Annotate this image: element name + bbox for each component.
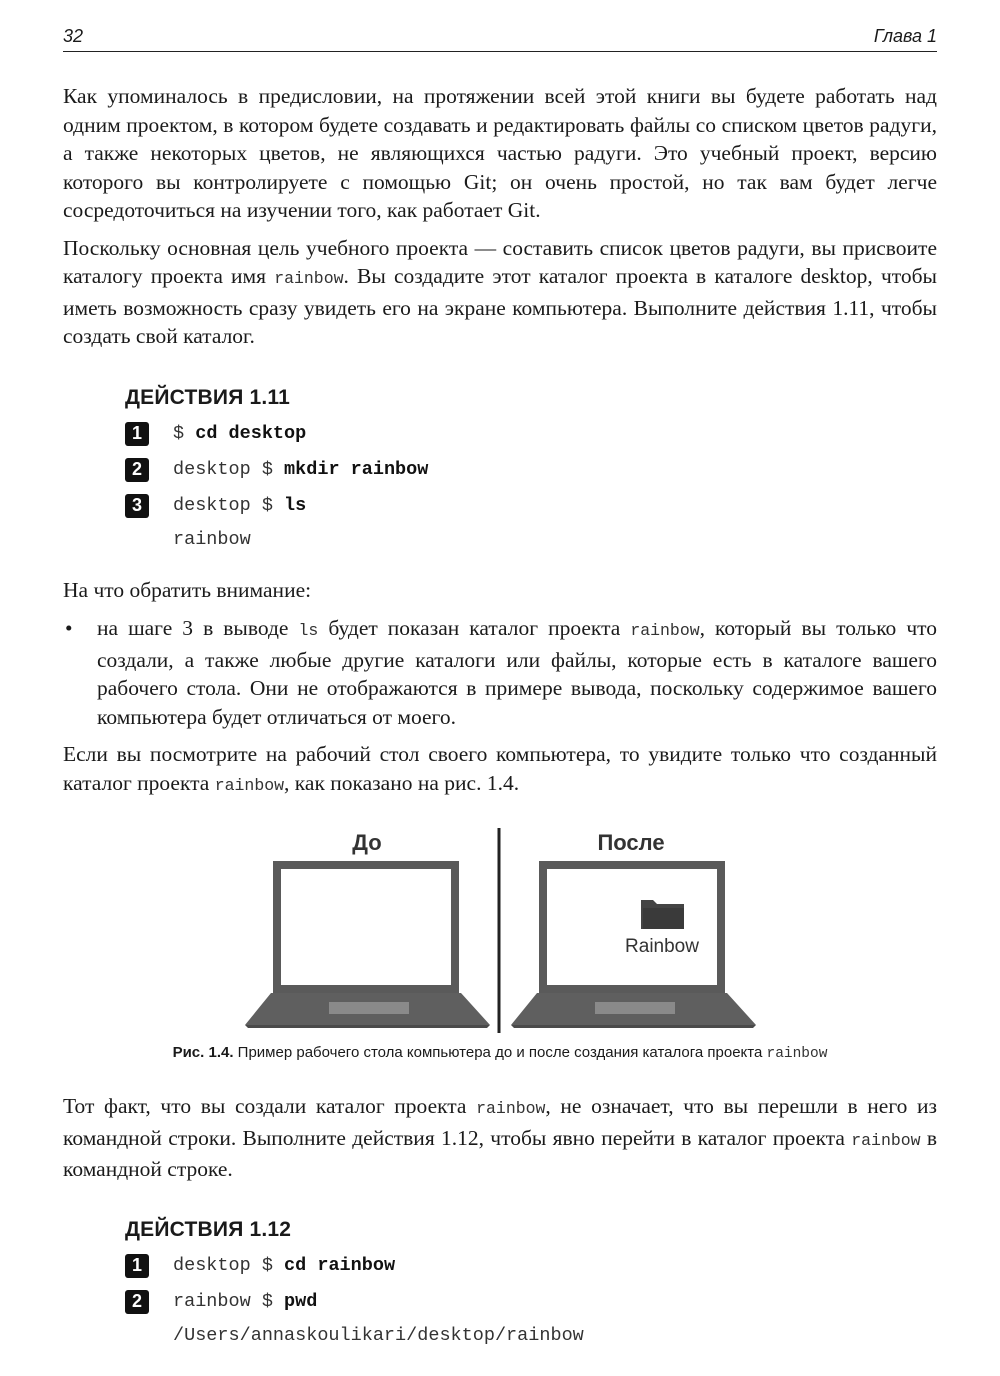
command-output: /Users/annaskoulikari/desktop/rainbow <box>173 1325 584 1346</box>
command: ls <box>284 495 307 516</box>
inline-code: rainbow <box>214 775 285 795</box>
action-step <box>125 416 937 452</box>
caption-label: Рис. 1.4. <box>172 1044 234 1061</box>
step-number-badge: 1 <box>125 422 149 446</box>
figure-caption: Рис. 1.4. Пример рабочего стола компьютера до и после создания каталога проекта rainbow <box>172 1044 828 1062</box>
step-number-badge: 2 <box>125 458 149 482</box>
book-page <box>63 26 937 1352</box>
step-number-badge: 3 <box>125 494 149 518</box>
command-line: desktop $ ls <box>173 495 307 516</box>
inline-code: rainbow <box>274 269 344 288</box>
paragraph-project-name: Поскольку основная цель учебного проекта — составить список цветов радуги, вы присвоите каталогу проекта имя rainbow. Вы создадите этот каталог проекта в каталоге desktop, чтобы иметь возможность сразу увидеть его на экране компьютера. Выполните действия 1.11, чтобы создать свой каталог. <box>63 235 937 348</box>
laptop-before-illustration <box>245 861 490 1028</box>
command: cd desktop <box>195 423 307 444</box>
command: mkdir rainbow <box>284 459 429 480</box>
step-number-badge: 1 <box>125 1254 149 1278</box>
action-step <box>125 1248 937 1284</box>
command-line: $ cd desktop <box>173 423 307 444</box>
laptop-touchpad <box>595 1002 675 1014</box>
inline-code: rainbow <box>851 1130 921 1150</box>
bullet-item: • на шаге 3 в выводе ls будет показан каталог проекта rainbow, который вы только что создали, а также любые другие каталоги или файлы, которые есть в каталоге вашего рабочего стола. Они не отображаются в примере вывода, поскольку содержимое вашего компьютера будет отличаться от моего. <box>63 614 937 731</box>
actions-block-1-12 <box>125 1218 937 1352</box>
inline-code: rainbow <box>630 621 700 640</box>
inline-code: rainbow <box>476 1099 546 1118</box>
after-label: После <box>597 830 665 855</box>
folder-icon <box>641 900 684 929</box>
step-number-badge: 2 <box>125 1290 149 1314</box>
command: cd rainbow <box>284 1255 396 1276</box>
laptop-screen <box>281 869 451 985</box>
note-heading: На что обратить внимание: <box>63 577 312 602</box>
folder-label: Rainbow <box>625 936 699 957</box>
action-step <box>125 1284 937 1320</box>
actions-title: ДЕЙСТВИЯ 1.11 <box>125 385 291 409</box>
chapter-title: Глава 1 <box>873 26 937 46</box>
laptop-after-illustration <box>511 861 756 1028</box>
desktop-before-after-illustration <box>63 828 937 1038</box>
laptop-screen <box>547 869 717 985</box>
command-line: rainbow $ pwd <box>173 1291 318 1312</box>
inline-code: ls <box>298 621 319 640</box>
paragraph-intro: Как упоминалось в предисловии, на протяжении всей этой книги вы будете работать над одним проектом, в котором будете создавать и редактировать файлы со списком цветов радуги, а также некоторых цветов, не являющихся частью радуги. Это учебный проект, версию которого вы контролируете с помощью Git; он очень простой, но так вам будет легче сосредоточиться на изучении того, как работает Git. <box>63 84 937 222</box>
command-output: rainbow <box>173 529 251 550</box>
command: pwd <box>284 1291 318 1312</box>
page-number: 32 <box>63 26 84 46</box>
command-line: desktop $ cd rainbow <box>173 1255 396 1276</box>
actions-title: ДЕЙСТВИЯ 1.12 <box>125 1217 292 1241</box>
paragraph-navigate: Тот факт, что вы создали каталог проекта rainbow, не означает, что вы перешли в него из командной строки. Выполните действия 1.12, чтобы явно перейти в каталог проекта rainbow в командной строке. <box>63 1094 937 1181</box>
command-line: desktop $ mkdir rainbow <box>173 459 429 480</box>
actions-block-1-11 <box>125 386 937 556</box>
inline-code: rainbow <box>766 1046 828 1062</box>
running-header <box>63 26 937 52</box>
action-step <box>125 452 937 488</box>
paragraph-desktop: Если вы посмотрите на рабочий стол своего компьютера, то увидите только что созданный каталог проекта rainbow, как показано на рис. 1.4. <box>63 742 937 795</box>
figure-1-4 <box>63 828 937 1038</box>
bullet-symbol: • <box>65 616 73 640</box>
before-label: До <box>352 830 382 855</box>
laptop-touchpad <box>329 1002 409 1014</box>
action-step <box>125 488 937 524</box>
